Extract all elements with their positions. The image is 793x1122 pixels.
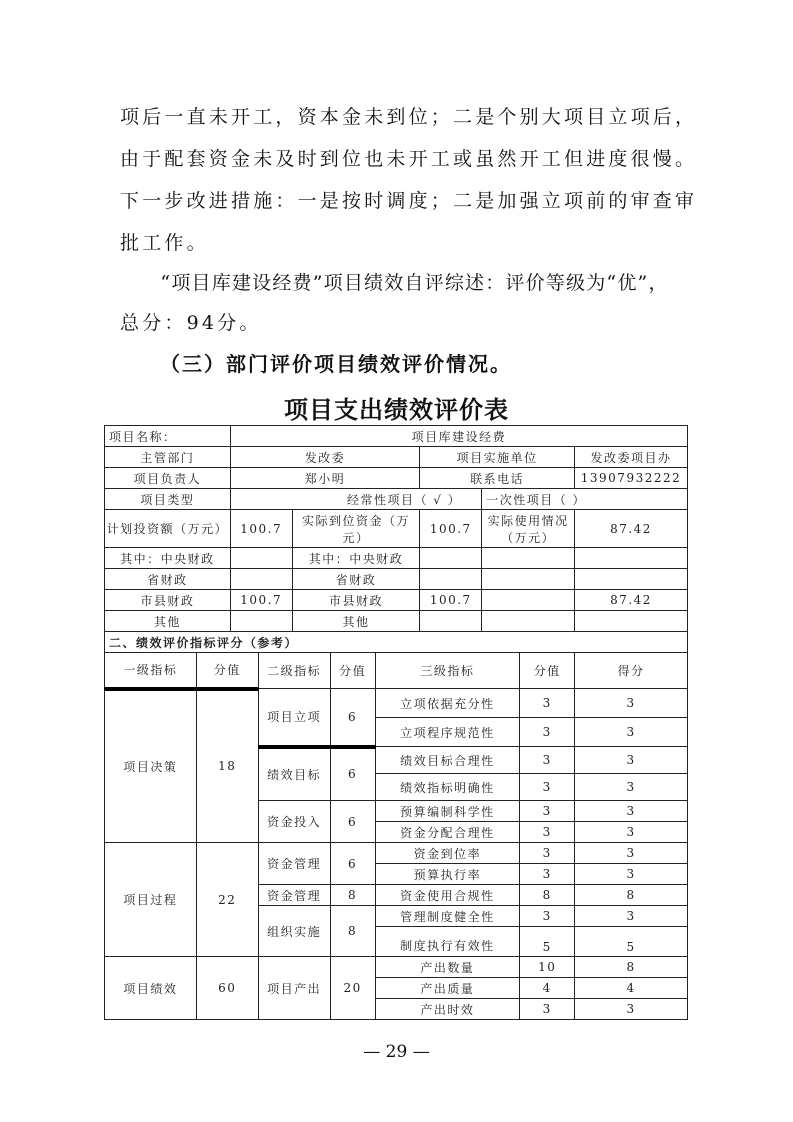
score-table: [104, 652, 688, 1020]
got-cell: 3: [575, 864, 688, 885]
score3-cell: 3: [520, 801, 575, 822]
score3-cell: 4: [520, 978, 575, 999]
leader-label: 项目负责人: [105, 468, 231, 489]
header-score2: 分值: [330, 653, 375, 689]
table-title: 项目支出绩效评价表: [284, 396, 509, 424]
header-got: 得分: [575, 653, 688, 689]
score3-cell: 3: [520, 689, 575, 718]
dept-value: 发改委: [230, 447, 420, 468]
text-line: 批工作。: [120, 232, 209, 254]
score2-cell: 6: [330, 689, 375, 747]
level3-cell: 产出质量: [375, 978, 520, 999]
impl-unit-label: 项目实施单位: [420, 447, 575, 468]
got-cell: 3: [575, 747, 688, 774]
score2-cell: 8: [330, 906, 375, 957]
dept-label: 主管部门: [105, 447, 231, 468]
actual-label: 实际到位资金（万元）: [292, 510, 420, 548]
score3-cell: 3: [520, 843, 575, 864]
header-score3: 分值: [520, 653, 575, 689]
funding-value: [575, 548, 688, 569]
funding-label: 省财政: [105, 569, 231, 590]
funding-label: 市县财政: [292, 590, 420, 611]
used-label: 实际使用情况（万元）: [482, 510, 575, 548]
level3-cell: 绩效目标合理性: [375, 747, 520, 774]
level3-cell: 预算执行率: [375, 864, 520, 885]
got-cell: 8: [575, 885, 688, 906]
level2-cell: 项目产出: [258, 957, 330, 1020]
level2-cell: 组织实施: [258, 906, 330, 957]
header-score1: 分值: [196, 653, 258, 689]
text-line: 下一步改进措施：一是按时调度；二是加强立项前的审查审: [120, 190, 698, 212]
impl-unit-value: 发改委项目办: [575, 447, 688, 468]
funding-value: 100.7: [420, 590, 482, 611]
leader-value: 郑小明: [230, 468, 420, 489]
got-cell: 3: [575, 689, 688, 718]
funding-value: [575, 569, 688, 590]
section-heading: （三）部门评价项目绩效评价情况。: [160, 352, 512, 376]
level3-cell: 产出时效: [375, 999, 520, 1020]
funding-label: 其中：中央财政: [292, 548, 420, 569]
project-name-label: 项目名称：: [105, 426, 231, 447]
score1-cell: 60: [196, 957, 258, 1020]
funding-value: [482, 590, 575, 611]
got-cell: 3: [575, 843, 688, 864]
level3-cell: 制度执行有效性: [375, 927, 520, 957]
got-cell: 3: [575, 822, 688, 843]
level3-cell: 绩效指标明确性: [375, 774, 520, 801]
header-level2: 二级指标: [258, 653, 330, 689]
funding-row: [105, 569, 688, 590]
funding-label: 其他: [292, 611, 420, 632]
level3-cell: 立项依据充分性: [375, 689, 520, 718]
got-cell: 3: [575, 774, 688, 801]
score3-cell: 10: [520, 957, 575, 978]
score2-cell: 6: [330, 843, 375, 885]
level1-cell: 项目决策: [105, 689, 197, 843]
table-row: [105, 689, 688, 718]
funding-value: 87.42: [575, 590, 688, 611]
phone-value: 13907932222: [575, 468, 688, 489]
score2-cell: 8: [330, 885, 375, 906]
level2-cell: 资金投入: [258, 801, 330, 843]
text-line: 总分：94分。: [120, 312, 262, 334]
score3-cell: 3: [520, 747, 575, 774]
type-onetime: 一次性项目（ ）: [482, 489, 688, 510]
funding-value: [575, 611, 688, 632]
funding-row: [105, 590, 688, 611]
funding-value: [420, 611, 482, 632]
funding-value: [420, 569, 482, 590]
level3-cell: 预算编制科学性: [375, 801, 520, 822]
project-name: 项目库建设经费: [230, 426, 687, 447]
level3-cell: 资金到位率: [375, 843, 520, 864]
score2-cell: 6: [330, 801, 375, 843]
header-level1: 一级指标: [105, 653, 197, 689]
score3-cell: 5: [520, 927, 575, 957]
text-line: 由于配套资金未及时到位也未开工或虽然开工但进度很慢。: [120, 148, 698, 170]
got-cell: 3: [575, 999, 688, 1020]
funding-value: 100.7: [230, 590, 292, 611]
level2-cell: 绩效目标: [258, 747, 330, 801]
got-cell: 8: [575, 957, 688, 978]
text-line: 项后一直未开工，资本金未到位；二是个别大项目立项后，: [120, 106, 698, 128]
level3-cell: 产出数量: [375, 957, 520, 978]
level3-cell: 资金使用合规性: [375, 885, 520, 906]
level2-cell: 资金管理: [258, 843, 330, 885]
level2-cell: 资金管理: [258, 885, 330, 906]
funding-label: 其他: [105, 611, 231, 632]
score1-cell: 18: [196, 689, 258, 843]
page-number: — 29 —: [363, 1042, 430, 1062]
section2-label: 二、绩效评价指标评分（参考）: [105, 632, 688, 653]
project-info-table: [104, 425, 688, 653]
funding-value: [230, 548, 292, 569]
level3-cell: 立项程序规范性: [375, 718, 520, 747]
header-level3: 三级指标: [375, 653, 520, 689]
score3-cell: 3: [520, 999, 575, 1020]
type-label: 项目类型: [105, 489, 231, 510]
funding-value: [482, 611, 575, 632]
got-cell: 3: [575, 801, 688, 822]
got-cell: 3: [575, 718, 688, 747]
funding-label: 省财政: [292, 569, 420, 590]
phone-label: 联系电话: [420, 468, 575, 489]
text-line: “项目库建设经费”项目绩效自评综述：评价等级为“优”，: [120, 272, 669, 294]
score2-cell: 6: [330, 747, 375, 801]
funding-row: [105, 611, 688, 632]
got-cell: 4: [575, 978, 688, 999]
table-row: [105, 843, 688, 864]
header-row: [105, 653, 688, 689]
level3-cell: 管理制度健全性: [375, 906, 520, 927]
score3-cell: 8: [520, 885, 575, 906]
funding-label: 市县财政: [105, 590, 231, 611]
funding-label: 其中：中央财政: [105, 548, 231, 569]
got-cell: 5: [575, 927, 688, 957]
level2-cell: 项目立项: [258, 689, 330, 747]
used-value: 87.42: [575, 510, 688, 548]
type-regular: 经常性项目（ √ ）: [230, 489, 482, 510]
funding-row: [105, 548, 688, 569]
score1-cell: 22: [196, 843, 258, 957]
plan-value: 100.7: [230, 510, 292, 548]
funding-value: [420, 548, 482, 569]
funding-value: [230, 569, 292, 590]
actual-value: 100.7: [420, 510, 482, 548]
level1-cell: 项目过程: [105, 843, 197, 957]
funding-value: [230, 611, 292, 632]
level3-cell: 资金分配合理性: [375, 822, 520, 843]
funding-value: [482, 569, 575, 590]
score3-cell: 3: [520, 906, 575, 927]
funding-value: [482, 548, 575, 569]
score3-cell: 3: [520, 822, 575, 843]
score2-cell: 20: [330, 957, 375, 1020]
table-row: [105, 957, 688, 978]
score3-cell: 3: [520, 774, 575, 801]
score3-cell: 3: [520, 718, 575, 747]
level1-cell: 项目绩效: [105, 957, 197, 1020]
plan-label: 计划投资额（万元）: [105, 510, 231, 548]
score3-cell: 3: [520, 864, 575, 885]
got-cell: 3: [575, 906, 688, 927]
